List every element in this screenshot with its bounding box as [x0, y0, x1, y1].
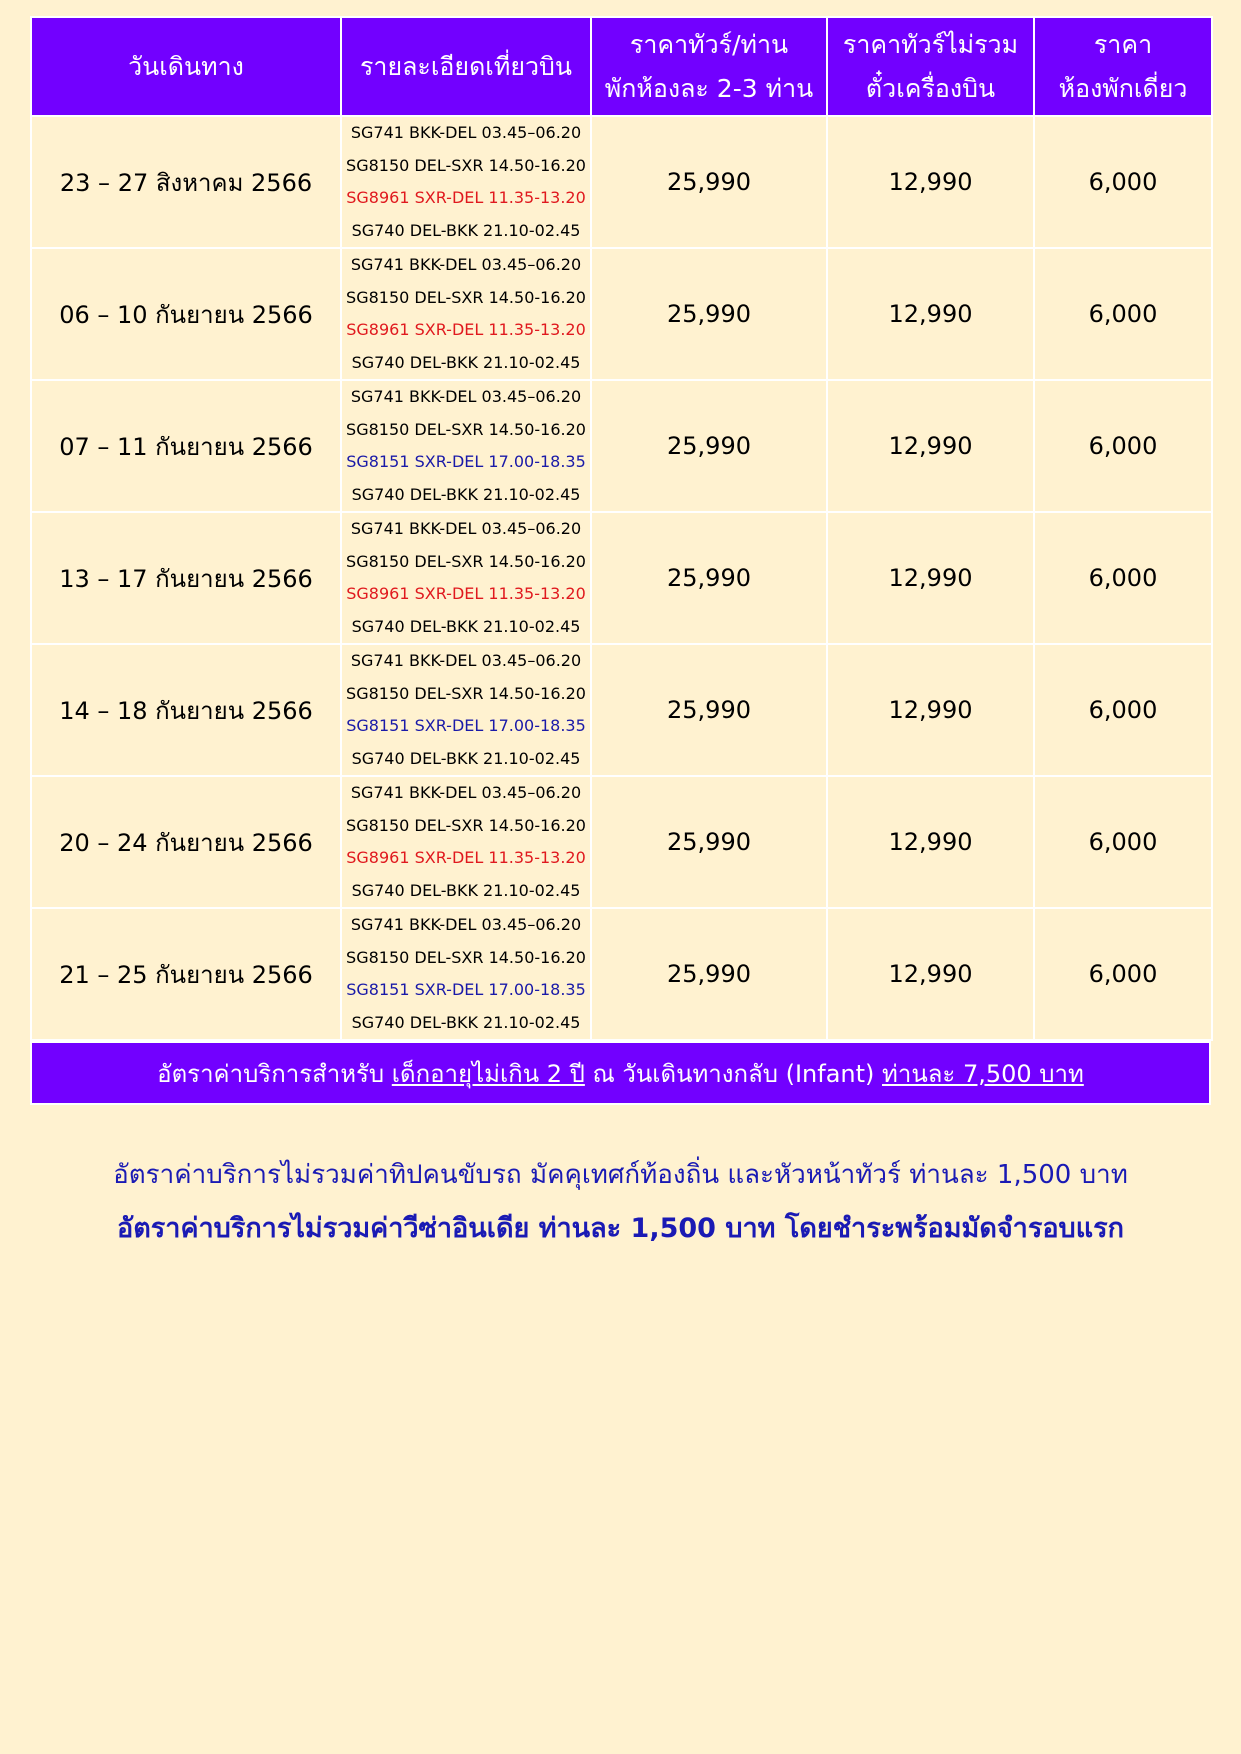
header-line: ราคา	[1093, 29, 1153, 59]
single-room-price-cell: 6,000	[1034, 248, 1212, 380]
flight-details-cell	[341, 248, 591, 380]
header-travel-date	[31, 17, 341, 116]
header-line: พักห้องละ 2-3 ท่าน	[604, 73, 814, 103]
table-header-row	[31, 17, 1212, 116]
flight-details-cell	[341, 116, 591, 248]
flight-line: SG8150 DEL-SXR 14.50-16.20	[346, 947, 586, 967]
header-line: ราคาทัวร์ไม่รวม	[842, 29, 1019, 59]
price-table-container	[30, 16, 1211, 1105]
flight-line: SG8150 DEL-SXR 14.50-16.20	[346, 419, 586, 439]
header-line: ตั๋วเครื่องบิน	[865, 73, 996, 103]
header-tour-price	[591, 17, 827, 116]
price-notes	[0, 1148, 1241, 1256]
header-price-without-ticket	[827, 17, 1034, 116]
tour-price-table	[30, 16, 1213, 1041]
header-line: ราคาทัวร์/ท่าน	[629, 29, 789, 59]
travel-date-cell: 13 – 17 กันยายน 2566	[31, 512, 341, 644]
single-room-price-cell: 6,000	[1034, 908, 1212, 1040]
tip-note: อัตราค่าบริการไม่รวมค่าทิปคนขับรถ มัคคุเทศก์ท้องถิ่น และหัวหน้าทัวร์ ท่านละ 1,500 บาท	[113, 1160, 1128, 1190]
table-row	[31, 116, 1212, 248]
price-without-ticket-cell: 12,990	[827, 776, 1034, 908]
flight-line: SG741 BKK-DEL 03.45–06.20	[350, 651, 582, 670]
travel-date-cell: 23 – 27 สิงหาคม 2566	[31, 116, 341, 248]
header-line: วันเดินทาง	[128, 51, 244, 81]
price-without-ticket-cell: 12,990	[827, 908, 1034, 1040]
flight-details-cell	[341, 776, 591, 908]
flight-line: SG741 BKK-DEL 03.45–06.20	[350, 123, 582, 142]
tour-price-cell: 25,990	[591, 908, 827, 1040]
table-body	[31, 116, 1212, 1040]
tour-price-cell: 25,990	[591, 512, 827, 644]
header-single-room-price	[1034, 17, 1212, 116]
flight-line: SG741 BKK-DEL 03.45–06.20	[350, 387, 582, 406]
flight-details-cell	[341, 512, 591, 644]
flight-line: SG740 DEL-BKK 21.10-02.45	[351, 616, 581, 636]
flight-details-cell	[341, 380, 591, 512]
tour-price-cell: 25,990	[591, 248, 827, 380]
table-row	[31, 248, 1212, 380]
flight-details-cell	[341, 644, 591, 776]
flight-line: SG741 BKK-DEL 03.45–06.20	[350, 255, 582, 274]
infant-rate-prefix: อัตราค่าบริการสำหรับ	[157, 1059, 392, 1088]
travel-date-cell: 07 – 11 กันยายน 2566	[31, 380, 341, 512]
travel-date-cell: 21 – 25 กันยายน 2566	[31, 908, 341, 1040]
header-flight-details	[341, 17, 591, 116]
travel-date-cell: 14 – 18 กันยายน 2566	[31, 644, 341, 776]
flight-line: SG8151 SXR-DEL 17.00-18.35	[346, 452, 586, 471]
flight-line: SG8151 SXR-DEL 17.00-18.35	[346, 980, 586, 999]
flight-line: SG741 BKK-DEL 03.45–06.20	[350, 915, 582, 934]
price-without-ticket-cell: 12,990	[827, 380, 1034, 512]
flight-line: SG740 DEL-BKK 21.10-02.45	[351, 1012, 581, 1032]
infant-rate-banner	[30, 1041, 1211, 1105]
flight-details-cell	[341, 908, 591, 1040]
header-line: รายละเอียดเที่ยวบิน	[360, 51, 572, 81]
flight-line: SG740 DEL-BKK 21.10-02.45	[351, 880, 581, 900]
table-row	[31, 380, 1212, 512]
single-room-price-cell: 6,000	[1034, 644, 1212, 776]
flight-line: SG740 DEL-BKK 21.10-02.45	[351, 748, 581, 768]
table-row	[31, 512, 1212, 644]
flight-line: SG8150 DEL-SXR 14.50-16.20	[346, 551, 586, 571]
flight-line: SG8961 SXR-DEL 11.35-13.20	[346, 320, 586, 339]
flight-line: SG8961 SXR-DEL 11.35-13.20	[346, 188, 586, 207]
flight-line: SG740 DEL-BKK 21.10-02.45	[351, 352, 581, 372]
flight-line: SG8961 SXR-DEL 11.35-13.20	[346, 584, 586, 603]
flight-line: SG8151 SXR-DEL 17.00-18.35	[346, 716, 586, 735]
flight-line: SG8150 DEL-SXR 14.50-16.20	[346, 683, 586, 703]
table-row	[31, 776, 1212, 908]
price-without-ticket-cell: 12,990	[827, 248, 1034, 380]
infant-rate-middle: ณ วันเดินทางกลับ (Infant)	[584, 1059, 883, 1088]
flight-line: SG740 DEL-BKK 21.10-02.45	[351, 484, 581, 504]
tour-price-cell: 25,990	[591, 380, 827, 512]
flight-line: SG740 DEL-BKK 21.10-02.45	[351, 220, 581, 240]
flight-line: SG741 BKK-DEL 03.45–06.20	[350, 783, 582, 802]
flight-line: SG8961 SXR-DEL 11.35-13.20	[346, 848, 586, 867]
flight-line: SG8150 DEL-SXR 14.50-16.20	[346, 155, 586, 175]
price-without-ticket-cell: 12,990	[827, 644, 1034, 776]
price-without-ticket-cell: 12,990	[827, 512, 1034, 644]
infant-age-condition: เด็กอายุไม่เกิน 2 ปี	[391, 1059, 585, 1088]
flight-line: SG8150 DEL-SXR 14.50-16.20	[346, 815, 586, 835]
travel-date-cell: 20 – 24 กันยายน 2566	[31, 776, 341, 908]
travel-date-cell: 06 – 10 กันยายน 2566	[31, 248, 341, 380]
infant-rate-price: ท่านละ 7,500 บาท	[882, 1059, 1084, 1088]
tour-price-cell: 25,990	[591, 776, 827, 908]
single-room-price-cell: 6,000	[1034, 380, 1212, 512]
single-room-price-cell: 6,000	[1034, 512, 1212, 644]
single-room-price-cell: 6,000	[1034, 116, 1212, 248]
table-row	[31, 908, 1212, 1040]
flight-line: SG741 BKK-DEL 03.45–06.20	[350, 519, 582, 538]
tour-price-cell: 25,990	[591, 116, 827, 248]
single-room-price-cell: 6,000	[1034, 776, 1212, 908]
header-line: ห้องพักเดี่ยว	[1058, 73, 1188, 103]
visa-note: อัตราค่าบริการไม่รวมค่าวีซ่าอินเดีย ท่านละ 1,500 บาท โดยชำระพร้อมมัดจำรอบแรก	[117, 1213, 1124, 1244]
table-row	[31, 644, 1212, 776]
flight-line: SG8150 DEL-SXR 14.50-16.20	[346, 287, 586, 307]
tour-price-cell: 25,990	[591, 644, 827, 776]
price-without-ticket-cell: 12,990	[827, 116, 1034, 248]
